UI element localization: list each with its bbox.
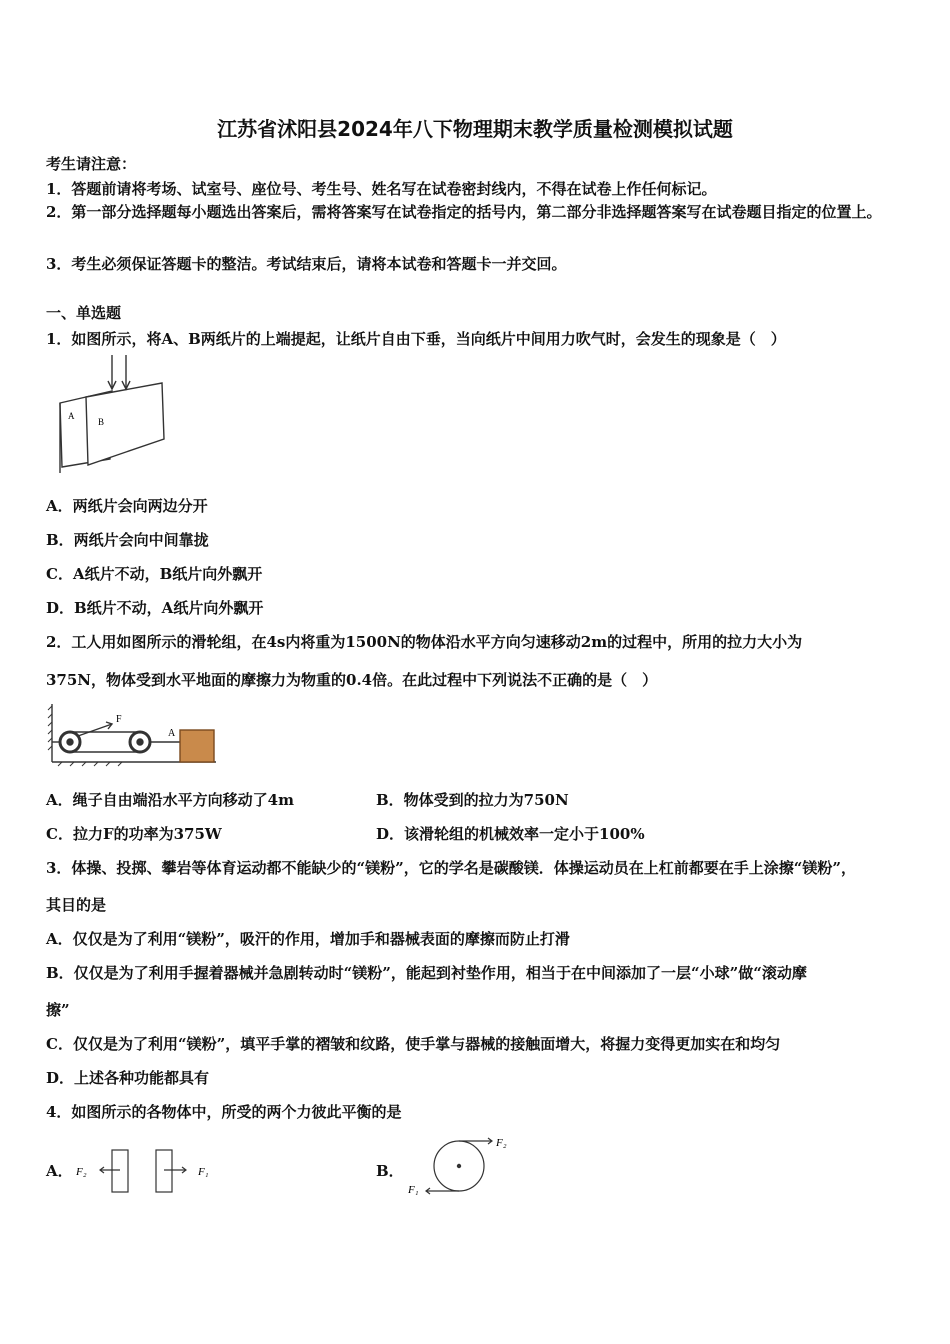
q3-stem-line2: 其目的是 [46, 896, 107, 914]
q1-option-d: D．B纸片不动，A纸片向外飘开 [46, 599, 264, 617]
q2-label-f: F [116, 714, 122, 725]
q4-option-b-label: B． [376, 1162, 404, 1180]
section-heading: 一、单选题 [46, 304, 122, 322]
q4-figure-a [76, 1148, 226, 1198]
q1-option-b: B．两纸片会向中间靠拢 [46, 531, 209, 549]
q4-b-label-f2: F₂ [496, 1137, 507, 1149]
q2-stem-line2: 375N，物体受到水平地面的摩擦力为物重的0.4倍。在此过程中下列说法不正确的是（ ） [46, 671, 658, 689]
q2-pulley-figure [48, 704, 218, 766]
q4-a-label-f1: F₁ [198, 1166, 209, 1178]
q2-option-c: C．拉力F的功率为375W [46, 825, 222, 843]
q4-option-a-label: A． [46, 1162, 73, 1180]
q1-option-c: C．A纸片不动，B纸片向外飘开 [46, 565, 263, 583]
q3-option-b: B．仅仅是为了利用手握着器械并急剧转动时“镁粉”，能起到衬垫作用，相当于在中间添加了一层“小球”做“滚动摩 [46, 964, 807, 982]
q2-label-a: A [168, 728, 176, 739]
q1-stem: 1．如图所示，将A、B两纸片的上端提起，让纸片自由下垂，当向纸片中间用力吹气时，会发生的现象是（ ） [46, 330, 786, 348]
notice-heading: 考生请注意： [46, 155, 137, 173]
q3-stem-line1: 3．体操、投掷、攀岩等体育运动都不能缺少的“镁粉”，它的学名是碳酸镁．体操运动员在上杠前都要在手上涂擦“镁粉”， [46, 859, 856, 877]
notice-item-3: 3．考生必须保证答题卡的整洁。考试结束后，请将本试卷和答题卡一并交回。 [46, 255, 567, 273]
q3-option-d: D．上述各种功能都具有 [46, 1069, 210, 1087]
q4-stem: 4．如图所示的各物体中，所受的两个力彼此平衡的是 [46, 1103, 402, 1121]
notice-item-2: 2．第一部分选择题每小题选出答案后，需将答案写在试卷指定的括号内，第二部分非选择题答案写在试卷题目指定的位置上。 [46, 203, 882, 221]
q3-option-a: A．仅仅是为了利用“镁粉”，吸汗的作用，增加手和器械表面的摩擦而防止打滑 [46, 930, 570, 948]
q4-a-label-f2: F₂ [76, 1166, 87, 1178]
q3-option-b-cont: 擦” [46, 1001, 70, 1019]
q3-option-c: C．仅仅是为了利用“镁粉”，填平手掌的褶皱和纹路，使手掌与器械的接触面增大，将握力变得更加实在和均匀 [46, 1035, 781, 1053]
q1-paper-figure [52, 355, 167, 475]
q4-figure-b [404, 1134, 516, 1198]
q2-option-a: A．绳子自由端沿水平方向移动了4m [46, 791, 294, 809]
q4-b-label-f1: F₁ [408, 1184, 419, 1196]
q1-label-a: A [68, 411, 75, 421]
q1-option-a: A．两纸片会向两边分开 [46, 497, 208, 515]
page-title: 江苏省沭阳县2024年八下物理期末教学质量检测模拟试题 [217, 117, 733, 141]
notice-item-1: 1．答题前请将考场、试室号、座位号、考生号、姓名写在试卷密封线内，不得在试卷上作任何标记。 [46, 180, 717, 198]
q1-label-b: B [98, 417, 105, 427]
q2-stem-line1: 2．工人用如图所示的滑轮组，在4s内将重为1500N的物体沿水平方向匀速移动2m的过程中，所用的拉力大小为 [46, 633, 803, 651]
q2-option-d: D．该滑轮组的机械效率一定小于100% [376, 825, 645, 843]
q2-option-b: B．物体受到的拉力为750N [376, 791, 569, 809]
